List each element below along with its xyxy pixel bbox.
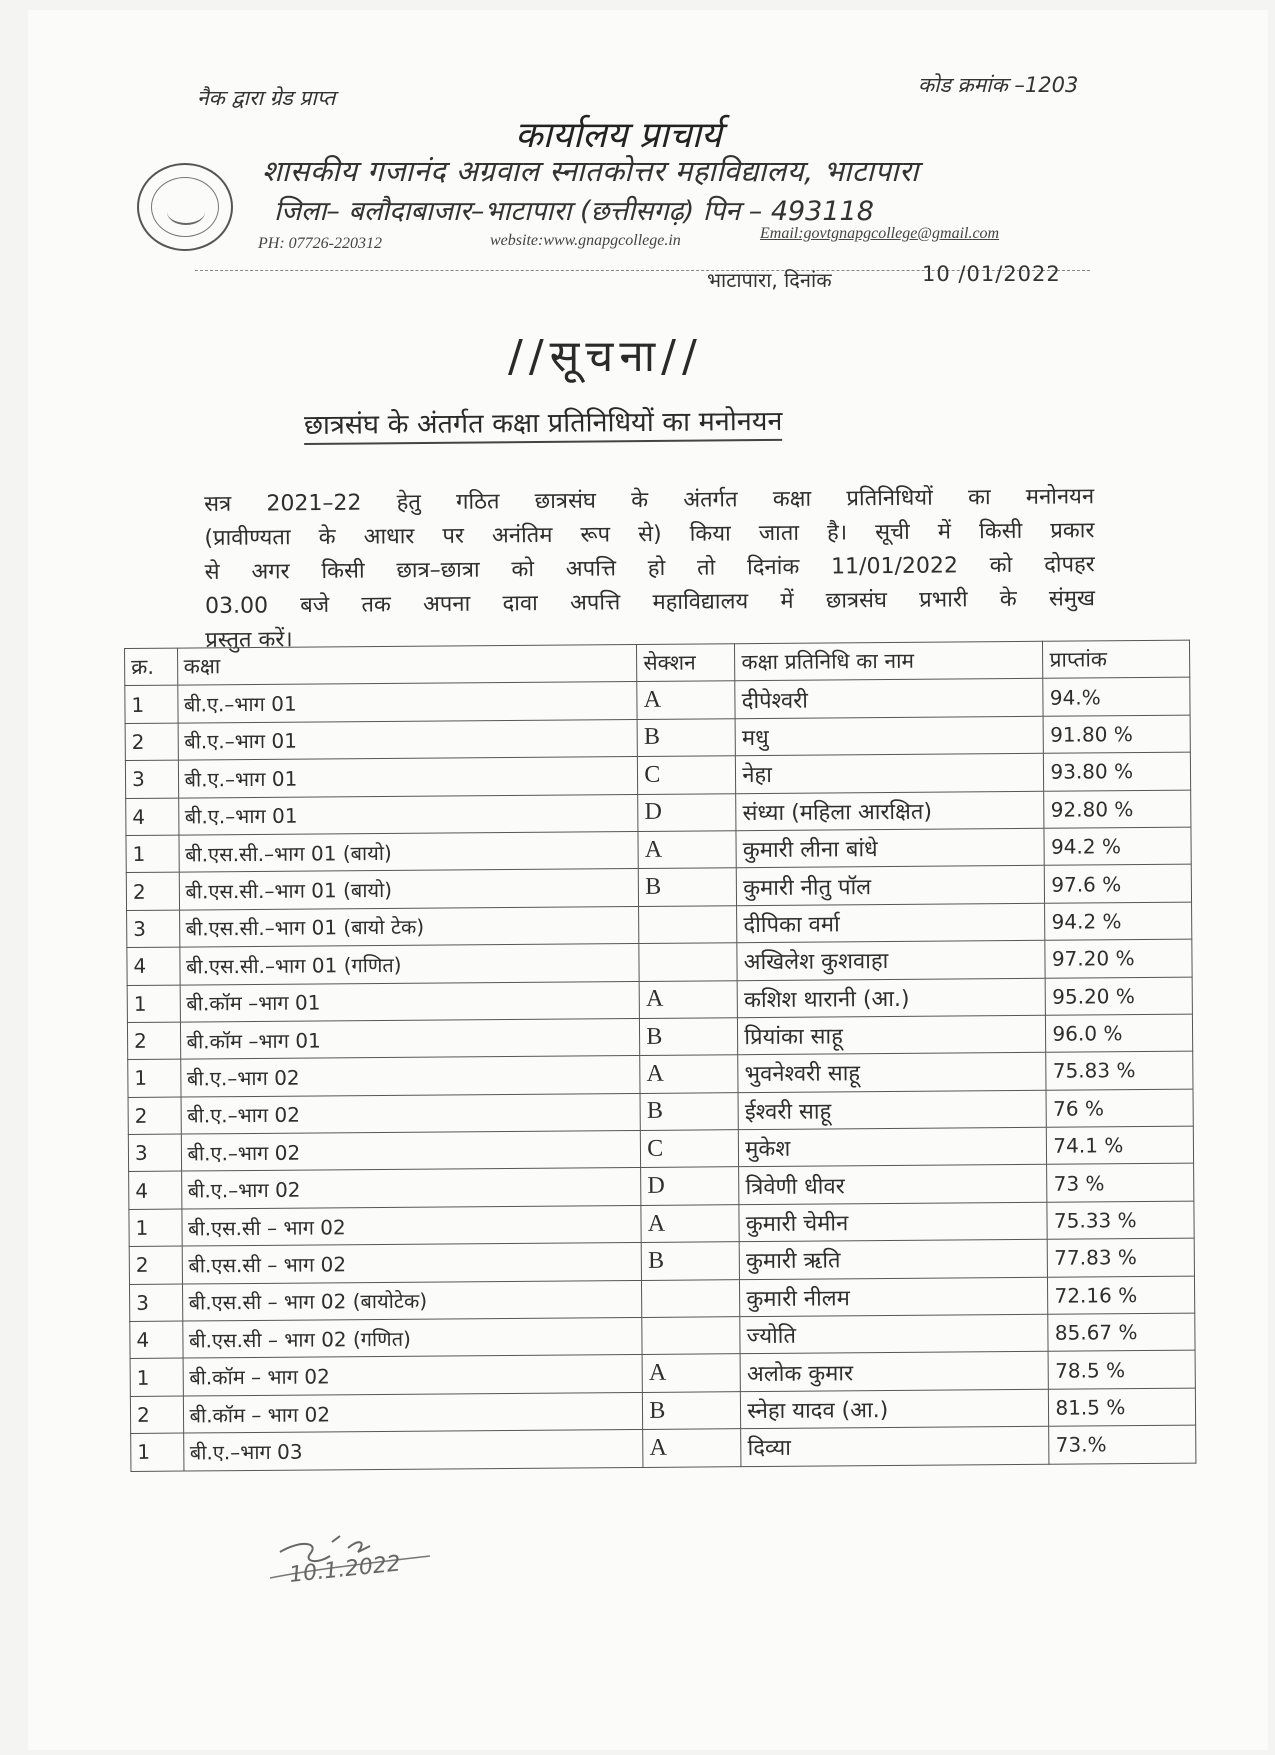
table-row [131, 1425, 1196, 1471]
row-class: बी.ए.–भाग 01 [177, 682, 637, 723]
row-representative-name: कुमारी चेमीन [739, 1202, 1047, 1242]
row-section: A [643, 1429, 741, 1467]
row-serial: 1 [131, 1433, 184, 1471]
row-marks: 94.% [1043, 678, 1190, 717]
row-representative-name: प्रियांका साहू [738, 1015, 1046, 1055]
row-representative-name: कुमारी लीना बांधे [736, 828, 1044, 868]
row-section: B [637, 718, 735, 756]
header-section: सेक्शन [637, 644, 735, 682]
row-section: B [639, 868, 737, 906]
row-class: बी.एस.सी – भाग 02 (बायोटेक) [182, 1280, 642, 1321]
row-class: बी.ए.–भाग 02 [181, 1093, 641, 1134]
row-section: D [638, 793, 736, 831]
row-marks: 76 % [1046, 1089, 1193, 1128]
row-serial: 3 [125, 760, 178, 798]
header-class: कक्षा [177, 644, 637, 685]
row-marks: 77.83 % [1048, 1238, 1195, 1277]
row-marks: 97.6 % [1045, 864, 1192, 903]
row-section: A [637, 681, 735, 719]
row-class: बी.एस.सी.–भाग 01 (बायो) [179, 831, 639, 872]
row-class: बी.कॉम – भाग 02 [183, 1392, 643, 1433]
row-representative-name: मधु [735, 716, 1043, 756]
notice-body-line: प्रस्तुत करें। [205, 627, 293, 653]
row-marks: 74.1 % [1047, 1126, 1194, 1165]
district-line: जिला– बलौदाबाजार–भाटापारा (छत्तीसगढ़) पिन – 493118 [274, 196, 874, 227]
row-marks: 92.80 % [1044, 790, 1191, 829]
notice-body [204, 480, 1095, 658]
row-representative-name: दिव्या [741, 1426, 1049, 1466]
row-marks: 78.5 % [1048, 1351, 1195, 1390]
row-serial: 1 [130, 1358, 183, 1396]
row-section: B [643, 1391, 741, 1429]
notice-body-line: 03.00 बजे तक अपना दावा अपत्ति महाविद्यालय में छात्रसंघ प्रभारी के संमुख [204, 586, 1096, 619]
row-representative-name: नेहा [736, 753, 1044, 793]
row-marks: 85.67 % [1048, 1313, 1195, 1352]
row-serial: 1 [125, 685, 178, 723]
row-serial: 2 [125, 723, 178, 761]
row-serial: 3 [129, 1284, 182, 1322]
notice-body-line: (प्रावीण्यता के आधार पर अनंतिम रूप से) किया जाता है। सूची में किसी प्रकार [204, 518, 1095, 551]
row-section: A [638, 831, 736, 869]
row-marks: 95.20 % [1046, 977, 1193, 1016]
row-class: बी.एस.सी.–भाग 01 (बायो टेक) [179, 906, 639, 947]
row-marks: 97.20 % [1045, 939, 1192, 978]
row-serial: 2 [127, 1022, 180, 1060]
row-class: बी.एस.सी – भाग 02 (गणित) [182, 1317, 642, 1358]
notice-body-line: से अगर किसी छात्र–छात्रा को अपत्ति हो तो दिनांक 11/01/2022 को दोपहर [204, 552, 1095, 585]
row-section [642, 1279, 740, 1317]
row-section: B [640, 1092, 738, 1130]
row-marks: 94.2 % [1044, 827, 1191, 866]
row-marks: 73 % [1047, 1164, 1194, 1203]
notice-subject: छात्रसंघ के अंतर्गत कक्षा प्रतिनिधियों का मनोनयन [304, 401, 783, 445]
row-marks: 81.5 % [1049, 1388, 1196, 1427]
row-serial: 1 [126, 835, 179, 873]
notice-date: 10 /01/2022 [922, 262, 1061, 286]
row-marks: 75.83 % [1046, 1051, 1193, 1090]
row-class: बी.एस.सी – भाग 02 [182, 1243, 642, 1284]
row-representative-name: त्रिवेणी धीवर [739, 1165, 1047, 1205]
row-section [639, 943, 737, 981]
row-class: बी.कॉम –भाग 01 [180, 1018, 640, 1059]
college-seal-logo [137, 163, 233, 251]
row-class: बी.ए.–भाग 01 [178, 794, 638, 835]
row-serial: 2 [126, 872, 179, 910]
class-representatives-table [124, 640, 1196, 1472]
handwritten-signature [270, 1512, 440, 1592]
row-class: बी.एस.सी.–भाग 01 (बायो) [179, 869, 639, 910]
row-serial: 4 [129, 1172, 182, 1210]
row-representative-name: ईश्वरी साहू [738, 1090, 1046, 1130]
row-class: बी.ए.–भाग 01 [178, 719, 638, 760]
row-serial: 1 [128, 1059, 181, 1097]
row-marks: 93.80 % [1044, 752, 1191, 791]
row-class: बी.ए.–भाग 02 [180, 1056, 640, 1097]
row-representative-name: दीपेश्वरी [735, 679, 1043, 719]
row-section: A [640, 1055, 738, 1093]
row-serial: 2 [129, 1246, 182, 1284]
row-representative-name: अलोक कुमार [740, 1352, 1048, 1392]
row-class: बी.कॉम –भाग 01 [180, 981, 640, 1022]
row-serial: 2 [128, 1097, 181, 1135]
row-representative-name: स्नेहा यादव (आ.) [741, 1389, 1049, 1429]
row-section [639, 905, 737, 943]
college-name: शासकीय गजानंद अग्रवाल स्नातकोत्तर महाविद्यालय, भाटापारा [262, 154, 919, 188]
website-address: website:www.gnapgcollege.in [490, 232, 681, 249]
row-marks: 72.16 % [1048, 1276, 1195, 1315]
row-class: बी.कॉम – भाग 02 [183, 1355, 643, 1396]
row-section: A [639, 980, 737, 1018]
row-representative-name: कुमारी नीतु पॉल [737, 866, 1045, 906]
row-marks: 75.33 % [1047, 1201, 1194, 1240]
row-representative-name: अखिलेश कुशवाहा [737, 940, 1045, 980]
row-serial: 3 [128, 1134, 181, 1172]
row-serial: 3 [127, 910, 180, 948]
row-representative-name: दीपिका वर्मा [737, 903, 1045, 943]
row-section: A [642, 1354, 740, 1392]
row-serial: 1 [127, 985, 180, 1023]
header-representative-name: कक्षा प्रतिनिधि का नाम [735, 641, 1043, 681]
row-serial: 4 [126, 798, 179, 836]
notice-heading: //सूचना// [508, 331, 703, 382]
row-section: C [641, 1130, 739, 1168]
notice-body-line: सत्र 2021–22 हेतु गठित छात्रसंघ के अंतर्गत कक्षा प्रतिनिधियों का मनोनयन [204, 484, 1095, 517]
row-marks: 94.2 % [1045, 902, 1192, 941]
row-marks: 91.80 % [1044, 715, 1191, 754]
row-class: बी.ए.–भाग 03 [183, 1430, 643, 1471]
row-representative-name: ज्योति [740, 1314, 1048, 1354]
row-representative-name: कुमारी नीलम [740, 1277, 1048, 1317]
email-address: Email:govtgnapgcollege@gmail.com [760, 225, 1000, 242]
row-serial: 1 [129, 1209, 182, 1247]
row-marks: 73.% [1049, 1425, 1196, 1464]
row-class: बी.ए.–भाग 02 [181, 1168, 641, 1209]
row-serial: 2 [130, 1396, 183, 1434]
header-marks: प्राप्तांक [1043, 640, 1190, 679]
code-number: कोड क्रमांक –1203 [918, 73, 1079, 97]
row-marks: 96.0 % [1046, 1014, 1193, 1053]
row-section: C [638, 756, 736, 794]
row-section: D [641, 1167, 739, 1205]
phone-number: PH: 07726-220312 [258, 235, 382, 252]
row-serial: 4 [130, 1321, 183, 1359]
row-representative-name: कुमारी ऋति [739, 1240, 1047, 1280]
row-representative-name: भुवनेश्वरी साहू [738, 1053, 1046, 1093]
row-representative-name: संध्या (महिला आरक्षित) [736, 791, 1044, 831]
row-section: A [641, 1205, 739, 1243]
row-class: बी.ए.–भाग 01 [178, 757, 638, 798]
row-class: बी.ए.–भाग 02 [181, 1131, 641, 1172]
row-representative-name: मुकेश [739, 1127, 1047, 1167]
row-section [642, 1317, 740, 1355]
row-class: बी.एस.सी – भाग 02 [181, 1205, 641, 1246]
header-serial: क्र. [125, 648, 178, 686]
row-class: बी.एस.सी.–भाग 01 (गणित) [179, 944, 639, 985]
svg-text:10.1.2022: 10.1.2022 [288, 1551, 402, 1588]
table-body [125, 678, 1196, 1472]
row-section: B [640, 1018, 738, 1056]
office-title: कार्यालय प्राचार्य [515, 115, 722, 156]
row-serial: 4 [127, 947, 180, 985]
naac-grade-line: नैक द्वारा ग्रेड प्राप्त [197, 86, 336, 110]
row-representative-name: कशिश थारानी (आ.) [737, 978, 1045, 1018]
place-date-label: भाटापारा, दिनांक [707, 268, 832, 292]
row-section: B [641, 1242, 739, 1280]
